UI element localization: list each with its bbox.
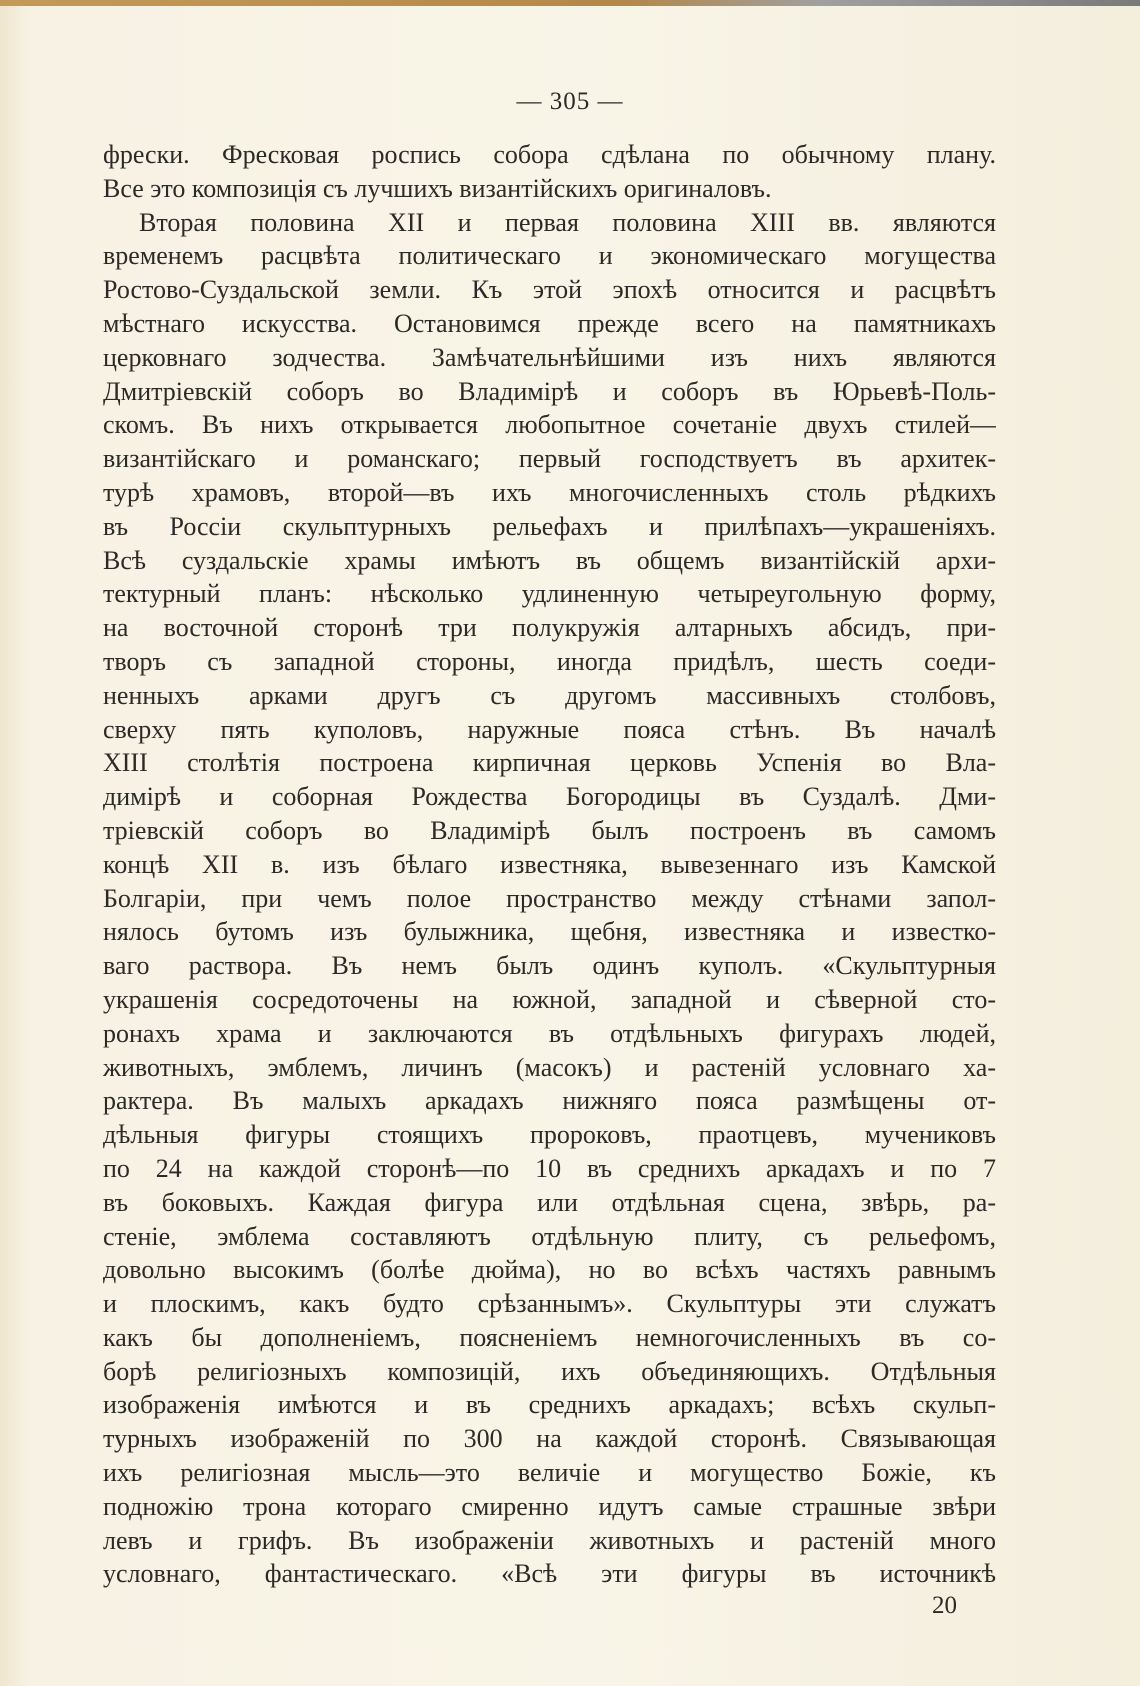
text-line: ихъ религіозная мысль—это величіе и могущество Божіе, къ	[103, 1458, 996, 1488]
text-line: стеніе, эмблема составляютъ отдѣльную плиту, съ рельефомъ,	[103, 1221, 996, 1251]
text-line: дѣльныя фигуры стоящихъ пророковъ, праотцевъ, мучениковъ	[103, 1120, 996, 1150]
text-line: димірѣ и соборная Рождества Богородицы въ Суздалѣ. Дми-	[103, 782, 996, 812]
text-line: условнаго, фантастическаго. «Всѣ эти фигуры въ источникѣ	[103, 1559, 996, 1589]
text-line: временемъ расцвѣта политическаго и экономическаго могущества	[103, 241, 996, 271]
text-line: ронахъ храма и заключаются въ отдѣльныхъ фигурахъ людей,	[103, 1018, 996, 1048]
text-line: Дмитріевскій соборъ во Владимірѣ и соборъ въ Юрьевѣ-Поль-	[103, 376, 996, 406]
text-line: украшенія сосредоточены на южной, западной и сѣверной сто-	[103, 984, 996, 1014]
text-line: и плоскимъ, какъ будто срѣзаннымъ». Скульптуры эти служатъ	[103, 1289, 996, 1319]
text-line: фрески. Фресковая роспись собора сдѣлана по обычному плану.	[103, 140, 996, 169]
text-line: сверху пять куполовъ, наружные пояса стѣнъ. Въ началѣ	[103, 714, 996, 744]
text-line: турныхъ изображеній по 300 на каждой сторонѣ. Связывающая	[103, 1424, 996, 1454]
text-line: въ боковыхъ. Каждая фигура или отдѣльная сцена, звѣрь, ра-	[103, 1187, 996, 1217]
page-top-edge	[0, 0, 1140, 6]
text-line: Все это композиція съ лучшихъ византійскихъ оригиналовъ.	[103, 173, 772, 203]
body-text	[103, 138, 996, 1591]
page-number-header: — 305 —	[516, 88, 624, 115]
text-line: рактера. Въ малыхъ аркадахъ нижняго пояса размѣщены от-	[103, 1086, 996, 1116]
text-line: ненныхъ арками другъ съ другомъ массивныхъ столбовъ,	[103, 680, 996, 710]
text-line: левъ и грифъ. Въ изображеніи животныхъ и растеній много	[103, 1525, 996, 1555]
text-line: изображенія имѣются и въ среднихъ аркадахъ; всѣхъ скульп-	[103, 1390, 996, 1420]
text-line: Всѣ суздальскіе храмы имѣютъ въ общемъ византійскій архи-	[103, 545, 996, 575]
text-line: XIII столѣтія построена кирпичная церковь Успенія во Вла-	[103, 748, 996, 778]
text-line: церковнаго зодчества. Замѣчательнѣйшими изъ нихъ являются	[103, 342, 996, 372]
text-line: подножію трона котораго смиренно идутъ самые страшные звѣри	[103, 1491, 996, 1521]
signature-mark: 20	[932, 1592, 957, 1619]
text-line: по 24 на каждой сторонѣ—по 10 въ среднихъ аркадахъ и по 7	[103, 1153, 996, 1183]
text-line: творъ съ западной стороны, иногда придѣлъ, шесть соеди-	[103, 646, 996, 676]
text-line: ваго раствора. Въ немъ былъ одинъ куполъ. «Скульптурныя	[103, 951, 996, 981]
text-line: концѣ XII в. изъ бѣлаго известняка, вывезеннаго изъ Камской	[103, 849, 996, 879]
text-line: нялось бутомъ изъ булыжника, щебня, известняка и известко-	[103, 917, 996, 947]
text-line: скомъ. Въ нихъ открывается любопытное сочетаніе двухъ стилей—	[103, 410, 996, 440]
text-line: турѣ храмовъ, второй—въ ихъ многочисленныхъ столь рѣдкихъ	[103, 477, 996, 507]
text-line: тріевскій соборъ во Владимірѣ былъ построенъ въ самомъ	[103, 815, 996, 845]
text-line: животныхъ, эмблемъ, личинъ (масокъ) и растеній условнаго ха-	[103, 1052, 996, 1082]
text-line: византійскаго и романскаго; первый господствуетъ въ архитек-	[103, 444, 996, 474]
text-line: въ Россіи скульптурныхъ рельефахъ и прилѣпахъ—украшеніяхъ.	[103, 511, 996, 541]
text-line: мѣстнаго искусства. Остановимся прежде всего на памятникахъ	[103, 308, 996, 338]
text-line: какъ бы дополненіемъ, поясненіемъ немногочисленныхъ въ со-	[103, 1322, 996, 1352]
text-line: на восточной сторонѣ три полукружія алтарныхъ абсидъ, при-	[103, 613, 996, 643]
text-line: Болгаріи, при чемъ полое пространство между стѣнами запол-	[103, 883, 996, 913]
text-line: Ростово-Суздальской земли. Къ этой эпохѣ относится и расцвѣтъ	[103, 275, 996, 305]
text-line: довольно высокимъ (болѣе дюйма), но во всѣхъ частяхъ равнымъ	[103, 1255, 996, 1285]
text-line: тектурный планъ: нѣсколько удлиненную четыреугольную форму,	[103, 579, 996, 609]
text-line: Вторая половина XII и первая половина XIII вв. являются	[139, 207, 996, 237]
text-line: борѣ религіозныхъ композицій, ихъ объединяющихъ. Отдѣльныя	[103, 1356, 996, 1386]
